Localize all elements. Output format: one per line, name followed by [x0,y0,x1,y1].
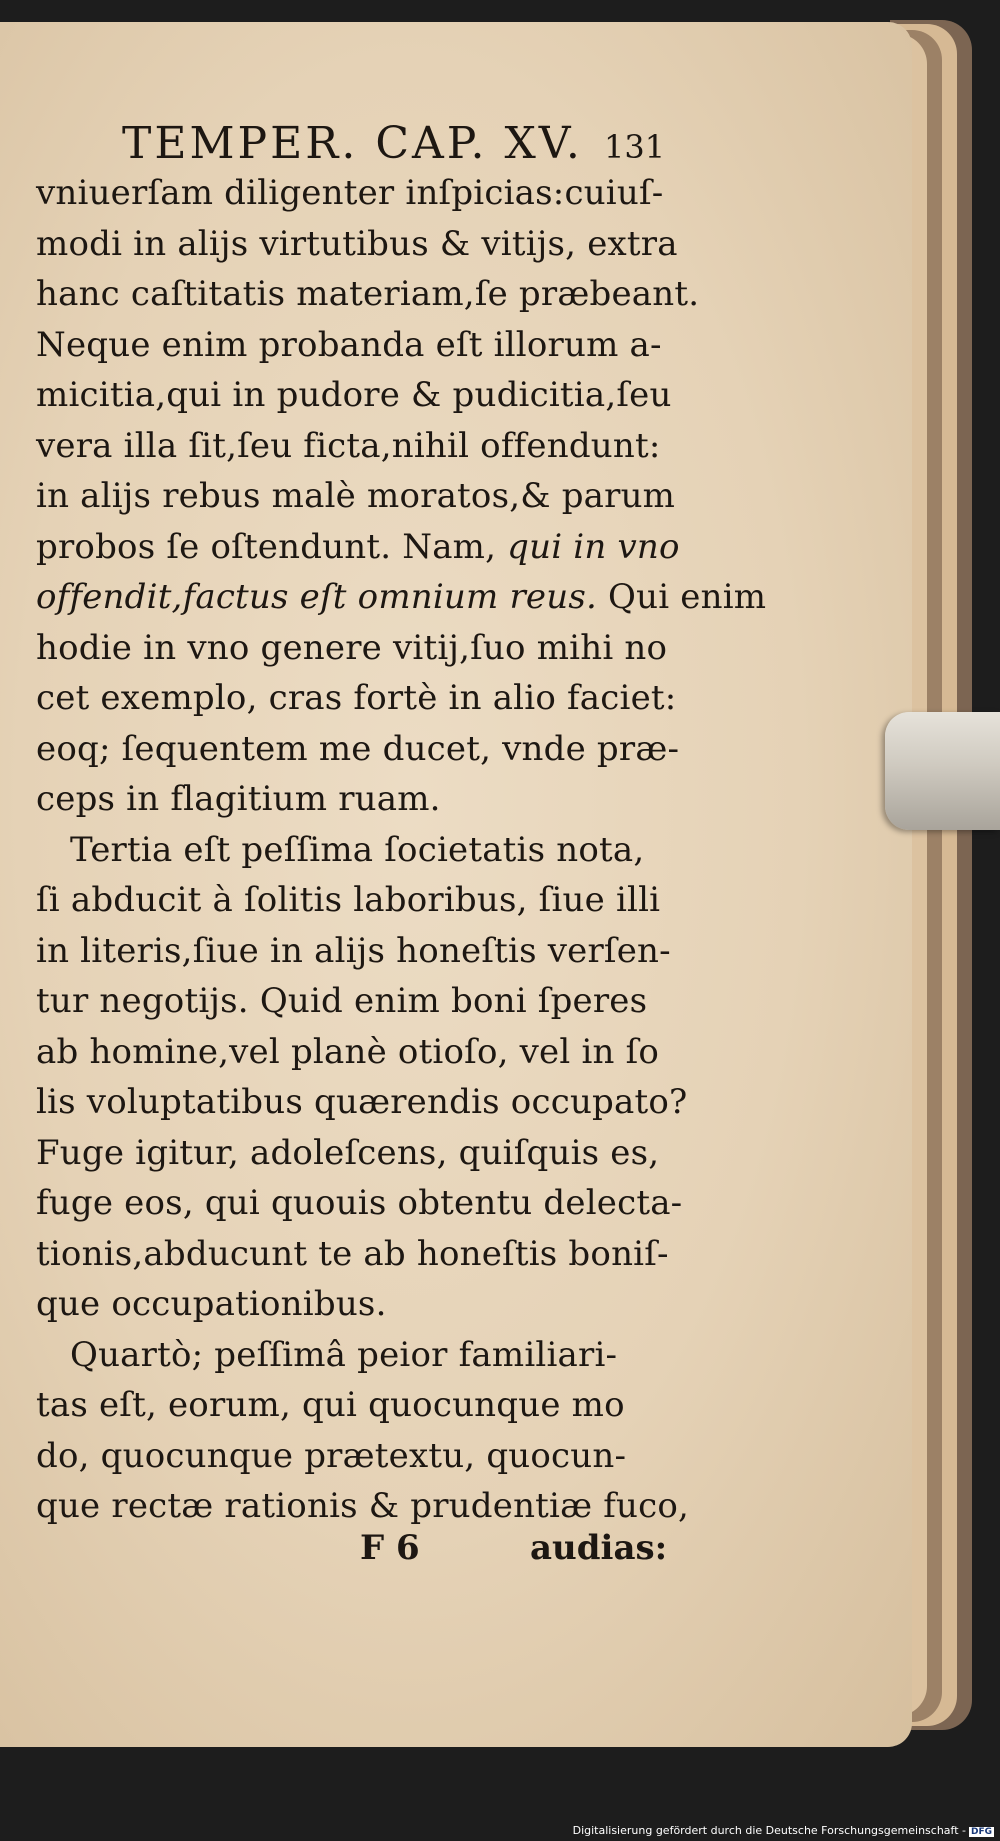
text-line: ſi abducit à ſolitis laboribus, ſiue illi [36,880,661,920]
running-header: TEMPER. CAP. XV. [122,118,583,169]
text-line: Neque enim probanda eſt illorum a- [36,324,662,365]
credit-text: Digitalisierung gefördert durch die Deutsche Forschungsgemeinschaft - [572,1824,966,1837]
page-number: 131 [604,128,666,166]
text-line: do, quocunque prætextu, quocun- [36,1435,627,1476]
text-line: fuge eos, qui quouis obtentu delecta- [36,1183,683,1223]
text-line: Tertia eſt peſſima ſocietatis nota, [70,829,645,870]
catchword: audias: [530,1528,668,1568]
text-span: Qui enim [597,577,767,617]
text-line: eoq; ſequentem me ducet, vnde præ- [36,728,680,769]
text-line [36,572,766,622]
text-line: vniuerſam diligenter inſpicias:cuiuſ- [36,173,664,213]
text-line: tas eſt, eorum, qui quocunque mo [36,1385,625,1425]
bookmark-ribbon [885,712,1000,830]
citation-italic: qui in vno [507,526,680,567]
text-line: tionis,abducunt te ab honeſtis boniſ- [36,1233,669,1274]
text-line: in alijs rebus malè moratos,& parum [36,476,676,516]
text-line: hanc caſtitatis materiam,ſe præbeant. [36,274,700,314]
text-line: vera illa ſit,ſeu ficta,nihil offendunt: [36,425,661,466]
text-line: micitia,qui in pudore & pudicitia,ſeu [36,375,672,415]
text-line: Fuge igitur, adoleſcens, quiſquis es, [36,1132,660,1173]
signature-mark: F 6 [360,1528,420,1568]
digitization-credit [573,1824,994,1837]
citation-italic: offendit,factus eſt omnium reus. [36,577,598,617]
text-line: lis voluptatibus quærendis occupato? [36,1082,688,1122]
text-line: tur negotijs. Quid enim boni ſperes [36,981,648,1021]
text-line: que occupationibus. [36,1284,387,1324]
text-line: cet exemplo, cras fortè in alio faciet: [36,678,677,718]
dfg-logo: DFG [970,1827,992,1837]
text-line: modi in alijs virtutibus & vitijs, extra [36,223,678,264]
text-line: ab homine,vel planè otioſo, vel in ſo [36,1031,660,1072]
book-page [0,22,912,1747]
text-line [36,522,680,572]
text-line: in literis,ſiue in alijs honeſtis verſen- [36,930,671,971]
text-span: probos ſe oſtendunt. Nam, [36,526,508,567]
text-line: hodie in vno genere vitij,ſuo mihi no [36,627,668,668]
text-line: que rectæ rationis & prudentiæ fuco, [36,1486,690,1526]
text-line: ceps in flagitium ruam. [36,779,441,819]
text-line: Quartò; peſſimâ peior familiari- [70,1334,618,1375]
